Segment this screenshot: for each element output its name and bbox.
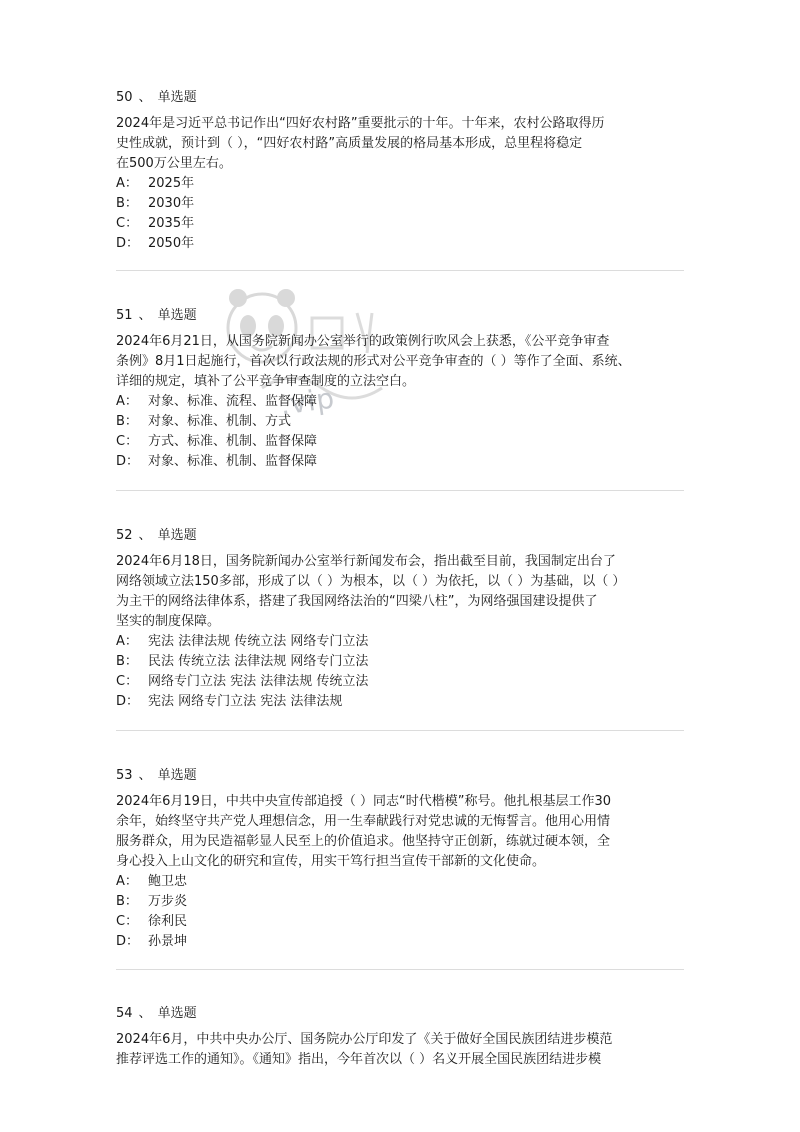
question-header xyxy=(116,1004,686,1024)
question-stem xyxy=(116,332,686,392)
question-52 xyxy=(116,526,686,712)
stem-line: 2024年是习近平总书记作出“四好农村路”重要批示的十年。十年来，农村公路取得历 xyxy=(116,116,605,131)
option-key: D： xyxy=(116,694,140,709)
question-separator: 、 xyxy=(138,1006,152,1021)
option-text: 对象、标准、流程、监督保障 xyxy=(148,394,318,409)
stem-line: 2024年6月18日，国务院新闻办公室举行新闻发布会，指出截至目前，我国制定出台了 xyxy=(116,554,616,569)
option-text: 鲍卫忠 xyxy=(148,874,188,889)
option-text: 2035年 xyxy=(148,216,195,231)
question-header xyxy=(116,526,686,546)
stem-line: 推荐评选工作的通知》。《通知》指出，今年首次以（ ）名义开展全国民族团结进步模 xyxy=(116,1052,602,1067)
stem-line: 2024年6月19日，中共中央宣传部追授（ ）同志“时代楷模”称号。他扎根基层工作30 xyxy=(116,794,612,809)
question-type: 单选题 xyxy=(157,768,197,783)
option-key: D： xyxy=(116,236,140,251)
option-text: 2025年 xyxy=(148,176,195,191)
question-stem xyxy=(116,792,686,872)
option-list xyxy=(116,174,686,254)
option-b[interactable] xyxy=(116,892,686,912)
option-key: A： xyxy=(116,634,138,649)
option-text: 方式、标准、机制、监督保障 xyxy=(148,434,318,449)
option-text: 万步炎 xyxy=(148,894,188,909)
option-text: 民法 传统立法 法律法规 网络专门立法 xyxy=(148,654,369,669)
stem-line: 身心投入上山文化的研究和宣传，用实干笃行担当宣传干部新的文化使命。 xyxy=(116,854,546,869)
option-c[interactable] xyxy=(116,672,686,692)
option-key: C： xyxy=(116,914,139,929)
option-a[interactable] xyxy=(116,174,686,194)
stem-line: 史性成就，预计到（ ），“四好农村路”高质量发展的格局基本形成，总里程将稳定 xyxy=(116,136,583,151)
option-c[interactable] xyxy=(116,214,686,234)
option-d[interactable] xyxy=(116,932,686,952)
question-stem xyxy=(116,1030,686,1070)
watermark-text: .vip xyxy=(277,381,338,422)
stem-line: 2024年6月，中共中央办公厅、国务院办公厅印发了《关于做好全国民族团结进步模范 xyxy=(116,1032,613,1047)
option-key: B： xyxy=(116,414,138,429)
question-separator: 、 xyxy=(138,768,152,783)
option-key: A： xyxy=(116,394,138,409)
question-54 xyxy=(116,1004,686,1070)
option-b[interactable] xyxy=(116,412,686,432)
divider xyxy=(116,270,684,271)
question-separator: 、 xyxy=(138,528,152,543)
option-c[interactable] xyxy=(116,912,686,932)
question-stem xyxy=(116,552,686,632)
option-key: C： xyxy=(116,216,139,231)
stem-line: 为主干的网络法律体系，搭建了我国网络法治的“四梁八柱”，为网络强国建设提供了 xyxy=(116,594,598,609)
option-text: 2050年 xyxy=(148,236,195,251)
option-list xyxy=(116,392,686,472)
divider xyxy=(116,730,684,731)
stem-line: 在500万公里左右。 xyxy=(116,156,232,171)
stem-line: 详细的规定，填补了公平竞争审查制度的立法空白。 xyxy=(116,374,416,389)
option-key: B： xyxy=(116,894,138,909)
question-separator: 、 xyxy=(138,90,152,105)
option-text: 2030年 xyxy=(148,196,195,211)
option-text: 孙景坤 xyxy=(148,934,188,949)
question-number: 53 xyxy=(116,768,133,783)
option-a[interactable] xyxy=(116,632,686,652)
option-d[interactable] xyxy=(116,692,686,712)
option-key: A： xyxy=(116,176,138,191)
option-d[interactable] xyxy=(116,234,686,254)
option-c[interactable] xyxy=(116,432,686,452)
option-b[interactable] xyxy=(116,194,686,214)
option-list xyxy=(116,872,686,952)
option-b[interactable] xyxy=(116,652,686,672)
divider xyxy=(116,969,684,970)
question-separator: 、 xyxy=(138,308,152,323)
option-text: 宪法 网络专门立法 宪法 法律法规 xyxy=(148,694,343,709)
question-50 xyxy=(116,88,686,254)
question-type: 单选题 xyxy=(157,90,197,105)
option-text: 徐利民 xyxy=(148,914,188,929)
option-a[interactable] xyxy=(116,872,686,892)
question-53 xyxy=(116,766,686,952)
stem-line: 网络领域立法150多部，形成了以（ ）为根本，以（ ）为依托，以（ ）为基础，以（ ） xyxy=(116,574,626,589)
option-text: 对象、标准、机制、方式 xyxy=(148,414,292,429)
question-51 xyxy=(116,306,686,472)
option-key: C： xyxy=(116,674,139,689)
question-header xyxy=(116,306,686,326)
option-key: B： xyxy=(116,196,138,211)
option-list xyxy=(116,632,686,712)
divider xyxy=(116,490,684,491)
question-header xyxy=(116,88,686,108)
option-text: 宪法 法律法规 传统立法 网络专门立法 xyxy=(148,634,369,649)
stem-line: 余年，始终坚守共产党人理想信念，用一生奉献践行对党忠诚的无悔誓言。他用心用情 xyxy=(116,814,611,829)
question-number: 54 xyxy=(116,1006,133,1021)
stem-line: 2024年6月21日，从国务院新闻办公室举行的政策例行吹风会上获悉，《公平竞争审查 xyxy=(116,334,610,349)
question-type: 单选题 xyxy=(157,1006,197,1021)
question-header xyxy=(116,766,686,786)
option-key: C： xyxy=(116,434,139,449)
option-key: D： xyxy=(116,934,140,949)
question-type: 单选题 xyxy=(157,308,197,323)
question-type: 单选题 xyxy=(157,528,197,543)
stem-line: 服务群众，用为民造福彰显人民至上的价值追求。他坚持守正创新，练就过硬本领，全 xyxy=(116,834,611,849)
option-a[interactable] xyxy=(116,392,686,412)
question-stem xyxy=(116,114,686,174)
option-key: A： xyxy=(116,874,138,889)
option-key: B： xyxy=(116,654,138,669)
option-text: 对象、标准、机制、监督保障 xyxy=(148,454,318,469)
option-key: D： xyxy=(116,454,140,469)
stem-line: 条例》8月1日起施行，首次以行政法规的形式对公平竞争审查的（ ）等作了全面、系统、 xyxy=(116,354,631,369)
option-text: 网络专门立法 宪法 法律法规 传统立法 xyxy=(148,674,369,689)
question-number: 52 xyxy=(116,528,133,543)
question-number: 50 xyxy=(116,90,133,105)
stem-line: 坚实的制度保障。 xyxy=(116,614,221,629)
question-number: 51 xyxy=(116,308,133,323)
option-d[interactable] xyxy=(116,452,686,472)
